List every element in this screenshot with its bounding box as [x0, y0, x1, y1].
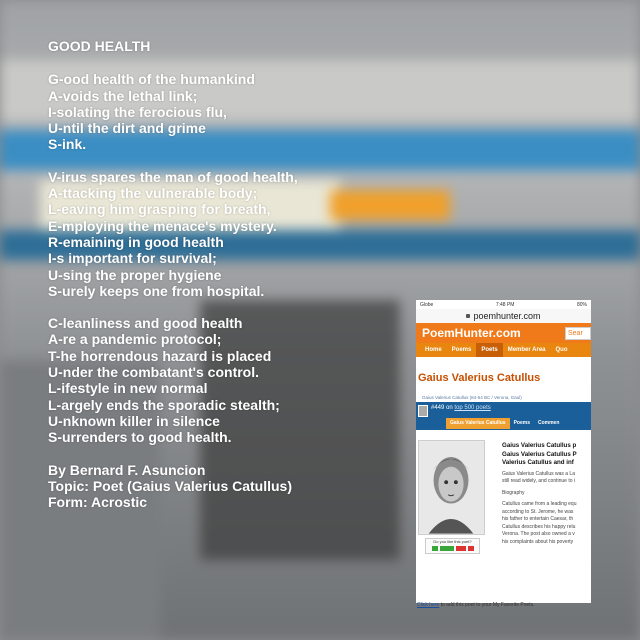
- bio-heading-line: Valerius Catullus and inf: [502, 459, 574, 466]
- rank-bar: [416, 402, 591, 430]
- nav-item-home[interactable]: Home: [425, 347, 442, 353]
- site-header: [416, 323, 591, 343]
- bio-heading-line: Gaius Valerius Catullus p: [502, 442, 577, 449]
- bio-label: Biography: [502, 489, 525, 496]
- poem-line: S-urely keeps one from hospital.: [48, 282, 265, 299]
- like-button[interactable]: [432, 546, 438, 551]
- bio-line: Catullus came from a leading equ: [502, 501, 577, 507]
- search-input[interactable]: Sear: [565, 327, 591, 340]
- poet-subtitle: Gaius Valerius Catullus (84-54 BC / Verona, Gaul): [422, 395, 522, 400]
- poem-line: U-nder the combatant's control.: [48, 364, 260, 381]
- rank-prefix: #449 on: [431, 405, 453, 411]
- bio-paragraph: [502, 471, 597, 486]
- poem-line: I-s important for survival;: [48, 250, 217, 267]
- poem-line: L-argely ends the sporadic stealth;: [48, 396, 280, 413]
- poem-line: L-eaving him grasping for breath,: [48, 201, 271, 218]
- poem-line: T-he horrendous hazard is placed: [48, 347, 272, 364]
- poet-portrait: [418, 440, 485, 535]
- poem-line: A-re a pandemic protocol;: [48, 331, 222, 348]
- poem-line: U-ntil the dirt and grime: [48, 120, 206, 137]
- tab-0[interactable]: Gaius Valerius Catullus: [446, 418, 510, 429]
- bio-line: his complaints about his poverty: [502, 538, 574, 545]
- nav-item-member-area[interactable]: Member Area: [507, 347, 546, 353]
- site-nav: [416, 343, 591, 357]
- bio-heading-line: Gaius Valerius Catullus P: [502, 450, 577, 458]
- clock-label: 7:48 PM: [495, 301, 515, 308]
- poem-byline: Topic: Poet (Gaius Valerius Catullus): [48, 477, 293, 494]
- bio-line: according to St. Jerome, he was: [502, 508, 574, 515]
- poem-stanza: [48, 71, 388, 152]
- poem-line: A-voids the lethal link;: [48, 87, 198, 104]
- poem-stanza: [48, 315, 388, 445]
- url-text: poemhunter.com: [473, 311, 541, 321]
- bio-line: still read widely, and continue to i: [502, 478, 576, 484]
- favorite-prompt-text: to add this poet to your My Favorite Poets.: [439, 602, 535, 608]
- poem-line: L-ifestyle in new normal: [48, 380, 208, 397]
- poet-content: [416, 430, 591, 620]
- phone-screenshot: [416, 300, 591, 608]
- bio-line: Verona. The post also owned a v: [502, 531, 575, 537]
- poem-line: C-leanliness and good health: [48, 315, 243, 332]
- poem-line: E-mploying the menace's mystery.: [48, 217, 277, 234]
- bio-paragraph: [502, 501, 597, 546]
- poem-line: G-ood health of the humankind: [48, 71, 255, 88]
- poem-byline: Form: Acrostic: [48, 494, 148, 511]
- favorite-prompt: [417, 602, 535, 608]
- battery-label: 80%: [576, 301, 587, 308]
- nav-item-poems[interactable]: Poems: [451, 347, 472, 353]
- rank-text: [431, 405, 491, 411]
- bio-line: Gaius Valerius Catullus was a La: [502, 470, 575, 477]
- site-logo[interactable]: PoemHunter.com: [422, 326, 521, 340]
- poem-title: GOOD HEALTH: [48, 38, 151, 54]
- bio-line: his father to entertain Caesar, th: [502, 516, 574, 522]
- poem-line: R-emaining in good health: [48, 233, 224, 250]
- poem: [48, 38, 388, 510]
- top-poets-link[interactable]: top 500 poets: [454, 405, 491, 411]
- poem-line: U-nknown killer in silence: [48, 412, 220, 429]
- status-bar: [416, 300, 591, 309]
- nav-item-poets[interactable]: Poets: [476, 343, 502, 357]
- tab-2[interactable]: Commen: [537, 420, 560, 426]
- poem-line: S-urrenders to good health.: [48, 429, 232, 446]
- like-box: [425, 538, 480, 554]
- address-bar[interactable]: [416, 309, 591, 323]
- poem-stanza: [48, 169, 388, 299]
- carrier-label: Globe: [420, 301, 434, 308]
- dislike-meter: [456, 546, 466, 551]
- dislike-button[interactable]: [468, 546, 474, 551]
- poem-line: S-ink.: [48, 136, 87, 153]
- like-label: Do you like this poet?: [433, 539, 472, 544]
- poet-bio: [502, 442, 597, 550]
- poem-line: I-solating the ferocious flu,: [48, 103, 227, 120]
- poet-name: Gaius Valerius Catullus: [418, 372, 541, 384]
- poem-line: A-ttacking the vulnerable body;: [48, 185, 258, 202]
- like-meter: [440, 546, 454, 551]
- bio-line: Catullus describes his happy relu: [502, 523, 576, 530]
- poem-line: V-irus spares the man of good health,: [48, 168, 298, 185]
- tab-1[interactable]: Poems: [513, 420, 530, 426]
- lock-icon: [466, 314, 470, 318]
- poet-thumbnail: [418, 405, 428, 417]
- poem-line: U-sing the proper hygiene: [48, 266, 222, 283]
- poem-byline: By Bernard F. Asuncion: [48, 461, 206, 478]
- add-favorite-link[interactable]: Click here: [417, 602, 440, 608]
- nav-item-quo[interactable]: Quo: [555, 347, 568, 353]
